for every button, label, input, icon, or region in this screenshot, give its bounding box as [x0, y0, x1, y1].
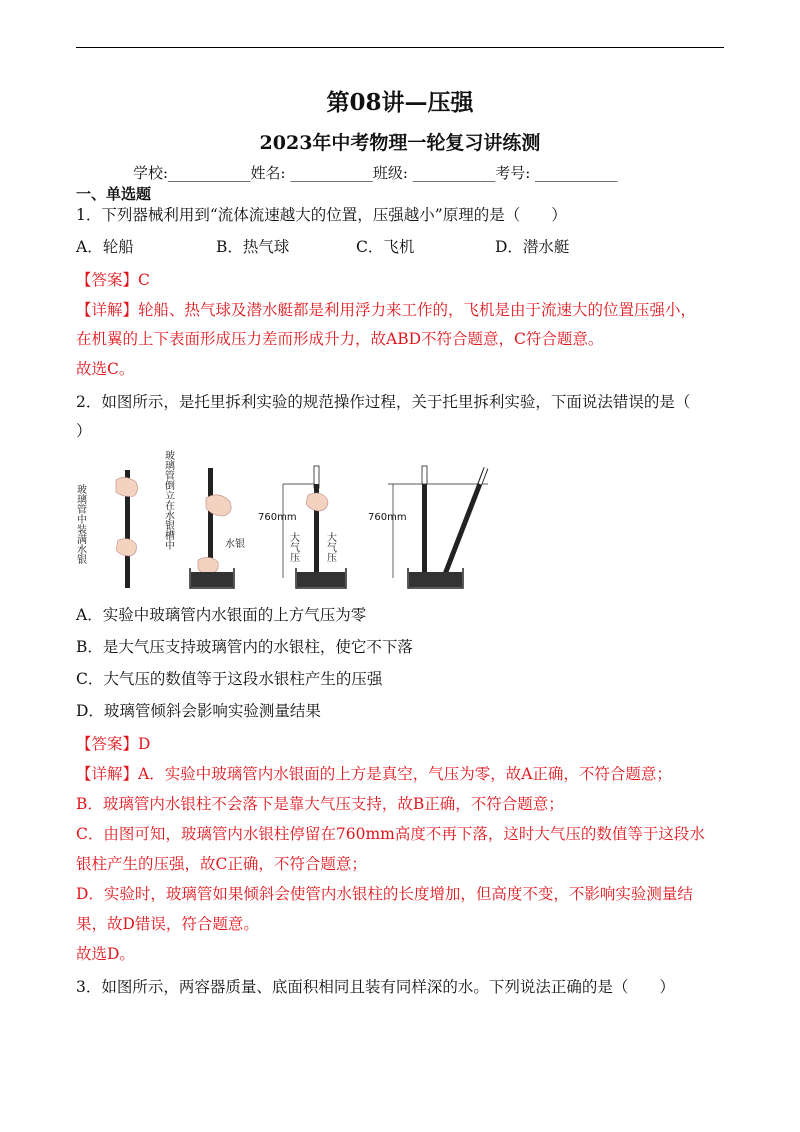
mercury-pool [297, 572, 345, 587]
q2-option-d: D．玻璃管倾斜会影响实验测量结果 [76, 702, 321, 720]
height-label-2: 760mm [368, 512, 407, 523]
q1-detail-line: 在机翼的上下表面形成压力差而形成升力，故ABD不符合题意，C符合题意。 [76, 330, 604, 348]
atm-label-left: 大气压 [287, 532, 299, 562]
q1-detail-line: 故选C。 [76, 360, 135, 378]
q2-option-a: A．实验中玻璃管内水银面的上方气压为零 [76, 606, 367, 624]
q2-detail-line: 果，故D错误，符合题意。 [76, 915, 259, 933]
q2-detail-line: D．实验时，玻璃管如果倾斜会使管内水银柱的长度增加，但高度不变，不影响实验测量结 [76, 885, 693, 903]
q1-option-d: D．潜水艇 [495, 238, 570, 256]
hand-icon [116, 539, 136, 556]
figure-label-invert: 玻璃管倒立在水银槽中 [162, 450, 174, 550]
torricelli-figure [68, 440, 508, 595]
header-rule [76, 47, 724, 48]
q1-detail-line: 【详解】轮船、热气球及潜水艇都是利用浮力来工作的，飞机是由于流速大的位置压强小， [76, 301, 697, 319]
figure-label-fill: 玻璃管中装满水银 [74, 484, 86, 564]
mercury-pool [191, 572, 233, 587]
q1-stem: 1．下列器械利用到“流体流速越大的位置，压强越小”原理的是（ ） [76, 206, 567, 224]
hand-icon [116, 477, 138, 496]
q2-option-c: C．大气压的数值等于这段水银柱产生的压强 [76, 670, 383, 688]
glass-tube-vertical [422, 484, 427, 582]
page-subtitle: 2023年中考物理一轮复习讲练测 [259, 132, 541, 154]
q2-detail-line: 【详解】A．实验中玻璃管内水银面的上方是真空，气压为零，故A正确，不符合题意； [76, 765, 672, 783]
q2-stem: 2．如图所示，是托里拆利实验的规范操作过程，关于托里拆利实验，下面说法错误的是（ [76, 393, 691, 411]
q2-answer: 【答案】D [76, 735, 151, 753]
section-heading: 一、单选题 [76, 185, 152, 203]
q2-option-b: B．是大气压支持玻璃管内的水银柱，使它不下落 [76, 638, 413, 656]
hand-icon [306, 493, 328, 511]
q2-stem-cont: ） [76, 422, 92, 440]
atm-label-right: 大气压 [324, 532, 336, 562]
q3-stem: 3．如图所示，两容器质量、底面积相同且装有同样深的水。下列说法正确的是（ ） [76, 978, 675, 996]
q2-detail-line: 故选D。 [76, 945, 135, 963]
q2-detail-line: 银柱产生的压强，故C正确，不符合题意； [76, 855, 367, 873]
q1-option-a: A．轮船 [76, 238, 134, 256]
q1-option-b: B．热气球 [216, 238, 290, 256]
glass-tube-tilted [442, 468, 486, 582]
hand-icon [198, 557, 218, 574]
q2-detail-line: C．由图可知，玻璃管内水银柱停留在760mm高度不再下落，这时大气压的数值等于这段水 [76, 825, 705, 843]
mercury-label: 水银 [225, 539, 245, 550]
q1-answer: 【答案】C [76, 271, 150, 289]
q2-detail-line: B．玻璃管内水银柱不会落下是靠大气压支持，故B正确，不符合题意； [76, 795, 564, 813]
page-title: 第08讲—压强 [326, 89, 474, 116]
q1-option-c: C．飞机 [356, 238, 415, 256]
vacuum-space [422, 466, 427, 484]
student-info-fields: 学校:___________姓名: ___________班级: ___________考号: ___________ [133, 164, 618, 182]
mercury-pool [409, 572, 462, 587]
height-label-1: 760mm [258, 512, 297, 523]
